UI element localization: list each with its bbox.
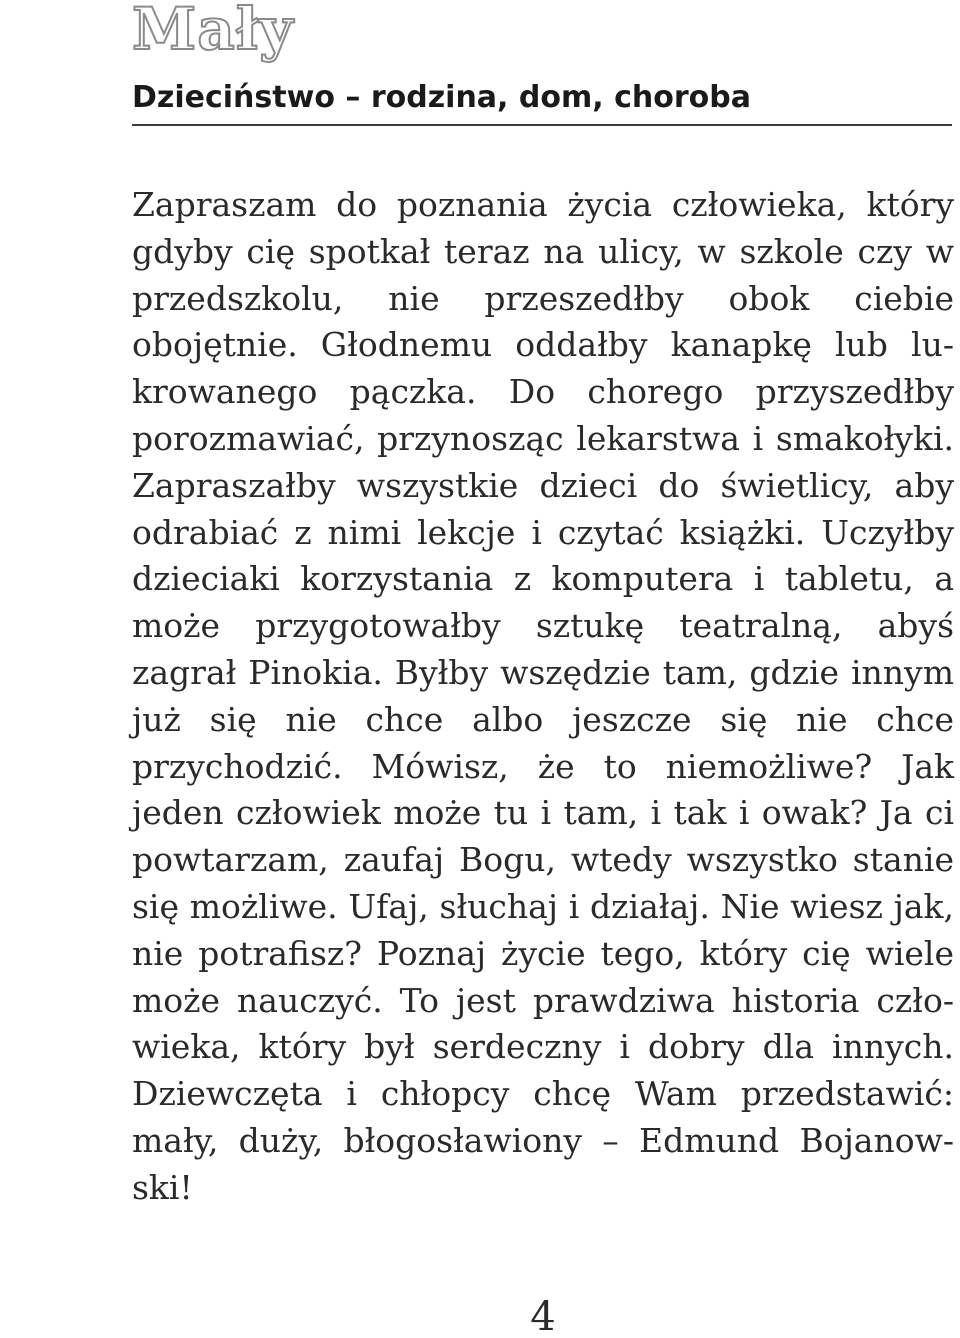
heading-underline [132, 124, 952, 126]
chapter-title: Mały [132, 0, 294, 63]
page-number: 4 [530, 1294, 556, 1338]
section-heading: Dzieciństwo – rodzina, dom, choroba [132, 80, 751, 115]
body-paragraph: Zapraszam do poznania życia człowieka, który gdyby cię spotkał teraz na ulicy, w szkole czy w przedszkolu, nie przeszedłby obok ciebie obojętnie. Głodnemu oddałby kanapkę lub lukrowanego pączka. Do chorego przyszedłby porozmawiać, przynosząc lekarstwa i smakołyki. Zapraszałby wszystkie dzieci do świetlicy, aby odrabiać z nimi lekcje i czytać książki. Uczyłby dzieciaki korzystania z komputera i tabletu, a może przygotowałby sztukę teatralną, abyś zagrał Pinokia. Byłby wszędzie tam, gdzie innym już się nie chce albo jeszcze się nie chce przychodzić. Mówisz, że to niemożliwe? Jak jeden człowiek może tu i tam, i tak i owak? Ja ci powtarzam, zaufaj Bogu, wtedy wszystko stanie się możliwe. Ufaj, słuchaj i działaj. Nie wiesz jak, nie potrafisz? Poznaj życie tego, który cię wiele może nauczyć. To jest prawdziwa historia człowieka, który był serdeczny i dobry dla innych. Dziewczęta i chłopcy chcę Wam przedstawić: mały, duży, błogosławiony – Edmund Bojanowski! [132, 185, 954, 1207]
